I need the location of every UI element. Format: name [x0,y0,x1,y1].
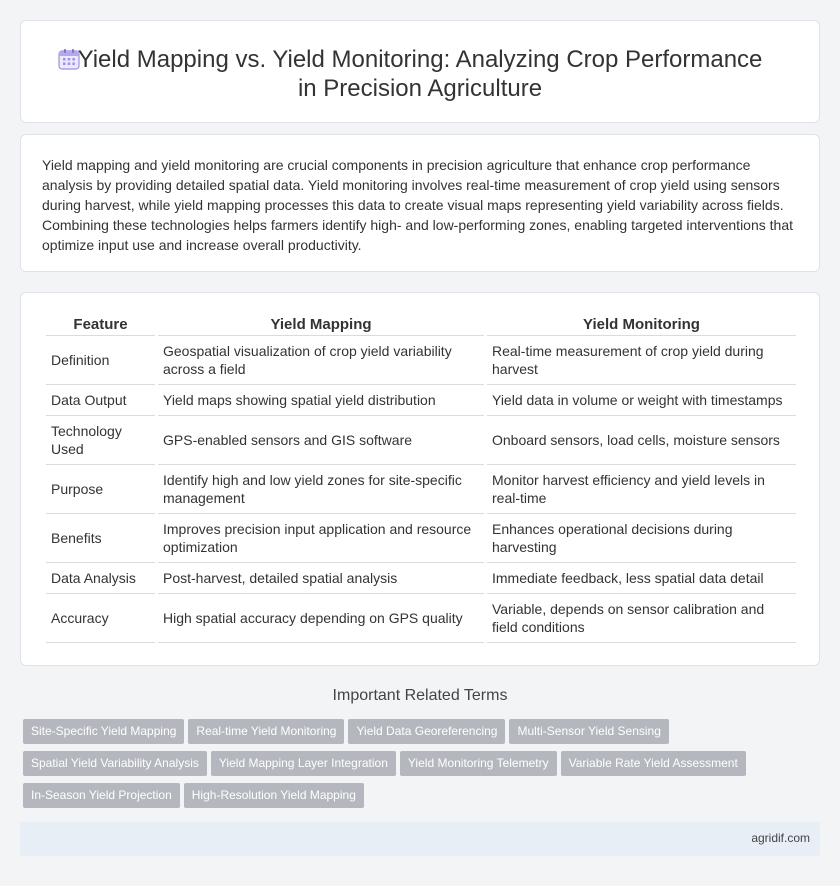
table-header-row [46,314,796,336]
row-yield-mapping: Improves precision input application and resource optimization [158,514,484,563]
row-yield-mapping: Geospatial visualization of crop yield variability across a field [158,336,484,385]
page-title-line-2: in Precision Agriculture [297,75,543,102]
table-row [46,563,796,594]
related-term-tag[interactable]: Spatial Yield Variability Analysis [23,751,207,776]
row-yield-mapping: GPS-enabled sensors and GIS software [158,416,484,465]
related-term-tag[interactable]: In-Season Yield Projection [23,783,180,808]
row-feature: Technology Used [46,416,155,465]
row-feature: Data Analysis [46,563,155,594]
table-row [46,465,796,514]
header-yield-monitoring: Yield Monitoring [487,314,796,336]
row-feature: Accuracy [46,594,155,643]
related-term-tag[interactable]: Real-time Yield Monitoring [188,719,344,744]
tag-row [23,751,763,783]
table-row [46,594,796,643]
row-yield-monitoring: Enhances operational decisions during harvesting [487,514,796,563]
related-term-tag[interactable]: High-Resolution Yield Mapping [184,783,364,808]
page-title [21,45,819,103]
row-yield-monitoring: Variable, depends on sensor calibration and field conditions [487,594,796,643]
table-row [46,514,796,563]
related-term-tag[interactable]: Yield Data Georeferencing [348,719,505,744]
footer [20,822,820,856]
row-yield-monitoring: Real-time measurement of crop yield during harvest [487,336,796,385]
page-title-line-1: Yield Mapping vs. Yield Monitoring: Analyzing Crop Performance [77,46,763,73]
row-yield-mapping: High spatial accuracy depending on GPS quality [158,594,484,643]
row-yield-mapping: Identify high and low yield zones for site-specific management [158,465,484,514]
related-term-tag[interactable]: Site-Specific Yield Mapping [23,719,184,744]
row-feature: Data Output [46,385,155,416]
row-yield-monitoring: Monitor harvest efficiency and yield levels in real-time [487,465,796,514]
row-yield-mapping: Post-harvest, detailed spatial analysis [158,563,484,594]
related-term-tag[interactable]: Yield Mapping Layer Integration [211,751,396,776]
related-terms-title: Important Related Terms [332,687,508,704]
tag-row [23,783,763,815]
table-row [46,336,796,385]
table-row [46,416,796,465]
intro-paragraph: Yield mapping and yield monitoring are crucial components in precision agriculture that enhance crop performance analysis by providing detailed spatial data. Yield monitoring involves real-time measurement of crop yield using sensors during harvest, while yield mapping processes this data to create visual maps representing yield variability across fields. Combining these technologies helps farmers identify high- and low-performing zones, enabling targeted interventions that optimize input use and increase overall productivity. [42,157,793,253]
row-yield-monitoring: Onboard sensors, load cells, moisture sensors [487,416,796,465]
related-term-tag[interactable]: Yield Monitoring Telemetry [400,751,557,776]
related-term-tag[interactable]: Multi-Sensor Yield Sensing [509,719,668,744]
comparison-card [20,292,820,666]
row-feature: Benefits [46,514,155,563]
intro-card [20,134,820,272]
header-card [20,20,820,123]
table-row [46,385,796,416]
row-feature: Definition [46,336,155,385]
footer-site-link[interactable]: agridif.com [751,831,810,845]
header-feature: Feature [46,314,155,336]
related-term-tag[interactable]: Variable Rate Yield Assessment [561,751,746,776]
header-yield-mapping: Yield Mapping [158,314,484,336]
row-yield-mapping: Yield maps showing spatial yield distribution [158,385,484,416]
row-yield-monitoring: Yield data in volume or weight with timestamps [487,385,796,416]
related-terms-list [23,719,763,815]
comparison-table [43,314,799,643]
tag-row [23,719,763,751]
row-feature: Purpose [46,465,155,514]
row-yield-monitoring: Immediate feedback, less spatial data detail [487,563,796,594]
